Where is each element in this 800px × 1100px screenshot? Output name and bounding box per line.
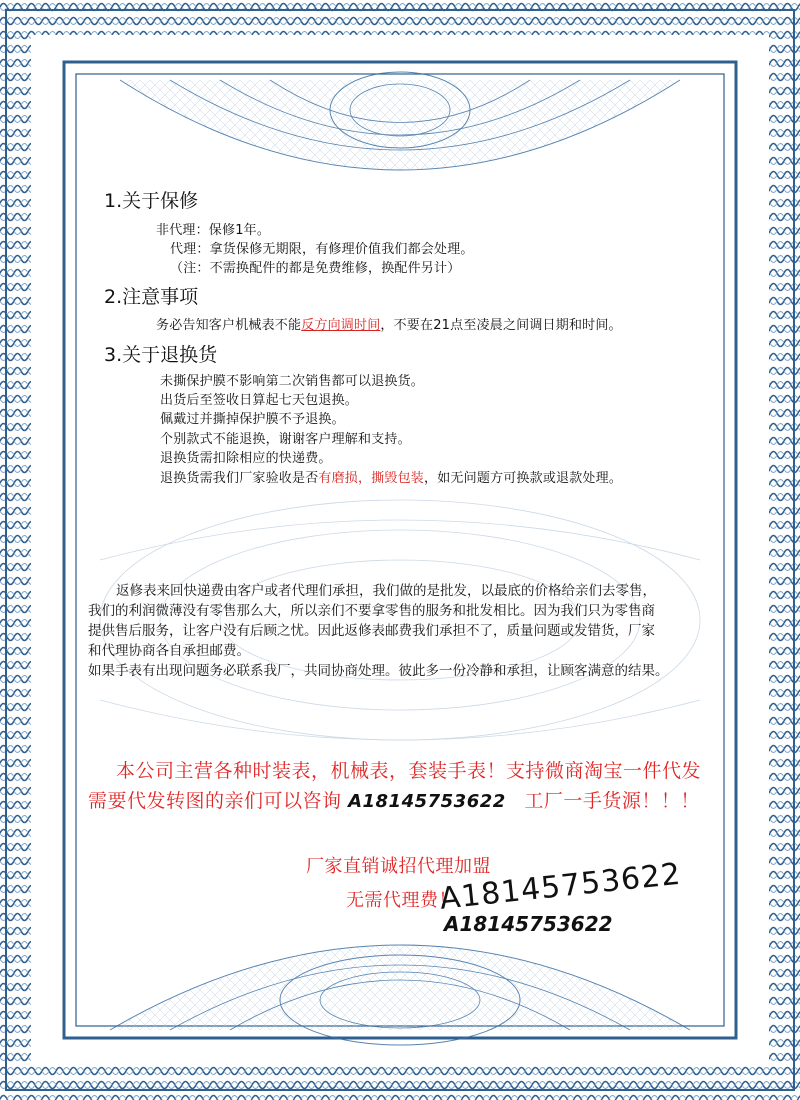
section3-last-prefix: 退换货需我们厂家验收是否 bbox=[160, 471, 319, 486]
section2-title: 2.注意事项 bbox=[104, 286, 199, 308]
section1-line-1: 非代理：保修1年。 bbox=[156, 223, 271, 238]
section1-line-2: 代理：拿货保修无期限，有修理价值我们都会处理。 bbox=[170, 242, 474, 257]
section3-line-3: 佩戴过并撕掉保护膜不予退换。 bbox=[160, 412, 345, 427]
section3-last-suffix: ，如无问题方可换款或退款处理。 bbox=[424, 471, 623, 486]
recruit-text: 厂家直销诚招代理加盟 bbox=[306, 856, 491, 877]
section3-line-6 bbox=[160, 467, 622, 486]
promo-line-2 bbox=[88, 786, 700, 813]
notice-line-4: 和代理协商各自承担邮费。 bbox=[88, 643, 250, 659]
promo-line-2-suffix: 工厂一手货源！！！ bbox=[524, 790, 700, 812]
section3-line-5: 退换货需扣除相应的快递费。 bbox=[160, 451, 332, 466]
promo-phone: A18145753622 bbox=[348, 791, 506, 812]
notice-line-5: 如果手表有出现问题务必联系我厂，共同协商处理。彼此多一份冷静和承担，让顾客满意的结果。 bbox=[88, 663, 669, 679]
section3-line-2: 出货后至签收日算起七天包退换。 bbox=[160, 393, 359, 408]
section1-title: 1.关于保修 bbox=[104, 190, 199, 212]
section2-line bbox=[156, 314, 622, 333]
section3-title: 3.关于退换货 bbox=[104, 344, 218, 366]
section2-prefix: 务必告知客户机械表不能 bbox=[156, 318, 302, 333]
no-fee-text: 无需代理费！ bbox=[346, 890, 457, 911]
notice-line-1: 返修表来回快递费由客户或者代理们承担，我们做的是批发，以最底的价格给亲们去零售， bbox=[116, 583, 656, 599]
section3-last-highlight: 有磨损，撕毁包装 bbox=[318, 471, 425, 486]
promo-line-1: 本公司主营各种时装表，机械表，套装手表！支持微商淘宝一件代发 bbox=[116, 760, 702, 782]
section1-line-3: （注：不需换配件的都是免费维修，换配件另计） bbox=[170, 261, 461, 276]
notice-line-2: 我们的利润微薄没有零售那么大，所以亲们不要拿零售的服务和批发相比。因为我们只为零售商 bbox=[88, 603, 655, 619]
section3-line-4: 个别款式不能退换，谢谢客户理解和支持。 bbox=[160, 432, 411, 447]
stamped-phone: A18145753622 bbox=[444, 912, 613, 936]
section3-line-1: 未撕保护膜不影响第二次销售都可以退换货。 bbox=[160, 374, 425, 389]
handwritten-phone: A18145753622 bbox=[438, 856, 683, 917]
promo-line-2-prefix: 需要代发转图的亲们可以咨询 bbox=[88, 790, 342, 812]
section2-highlight: 反方向调时间 bbox=[301, 318, 381, 333]
notice-line-3: 提供售后服务，让客户没有后顾之忧。因此返修表邮费我们承担不了，质量问题或发错货，厂家 bbox=[88, 623, 655, 639]
notice-paragraph bbox=[88, 581, 728, 681]
section2-suffix: ，不要在21点至凌晨之间调日期和时间。 bbox=[380, 318, 622, 333]
